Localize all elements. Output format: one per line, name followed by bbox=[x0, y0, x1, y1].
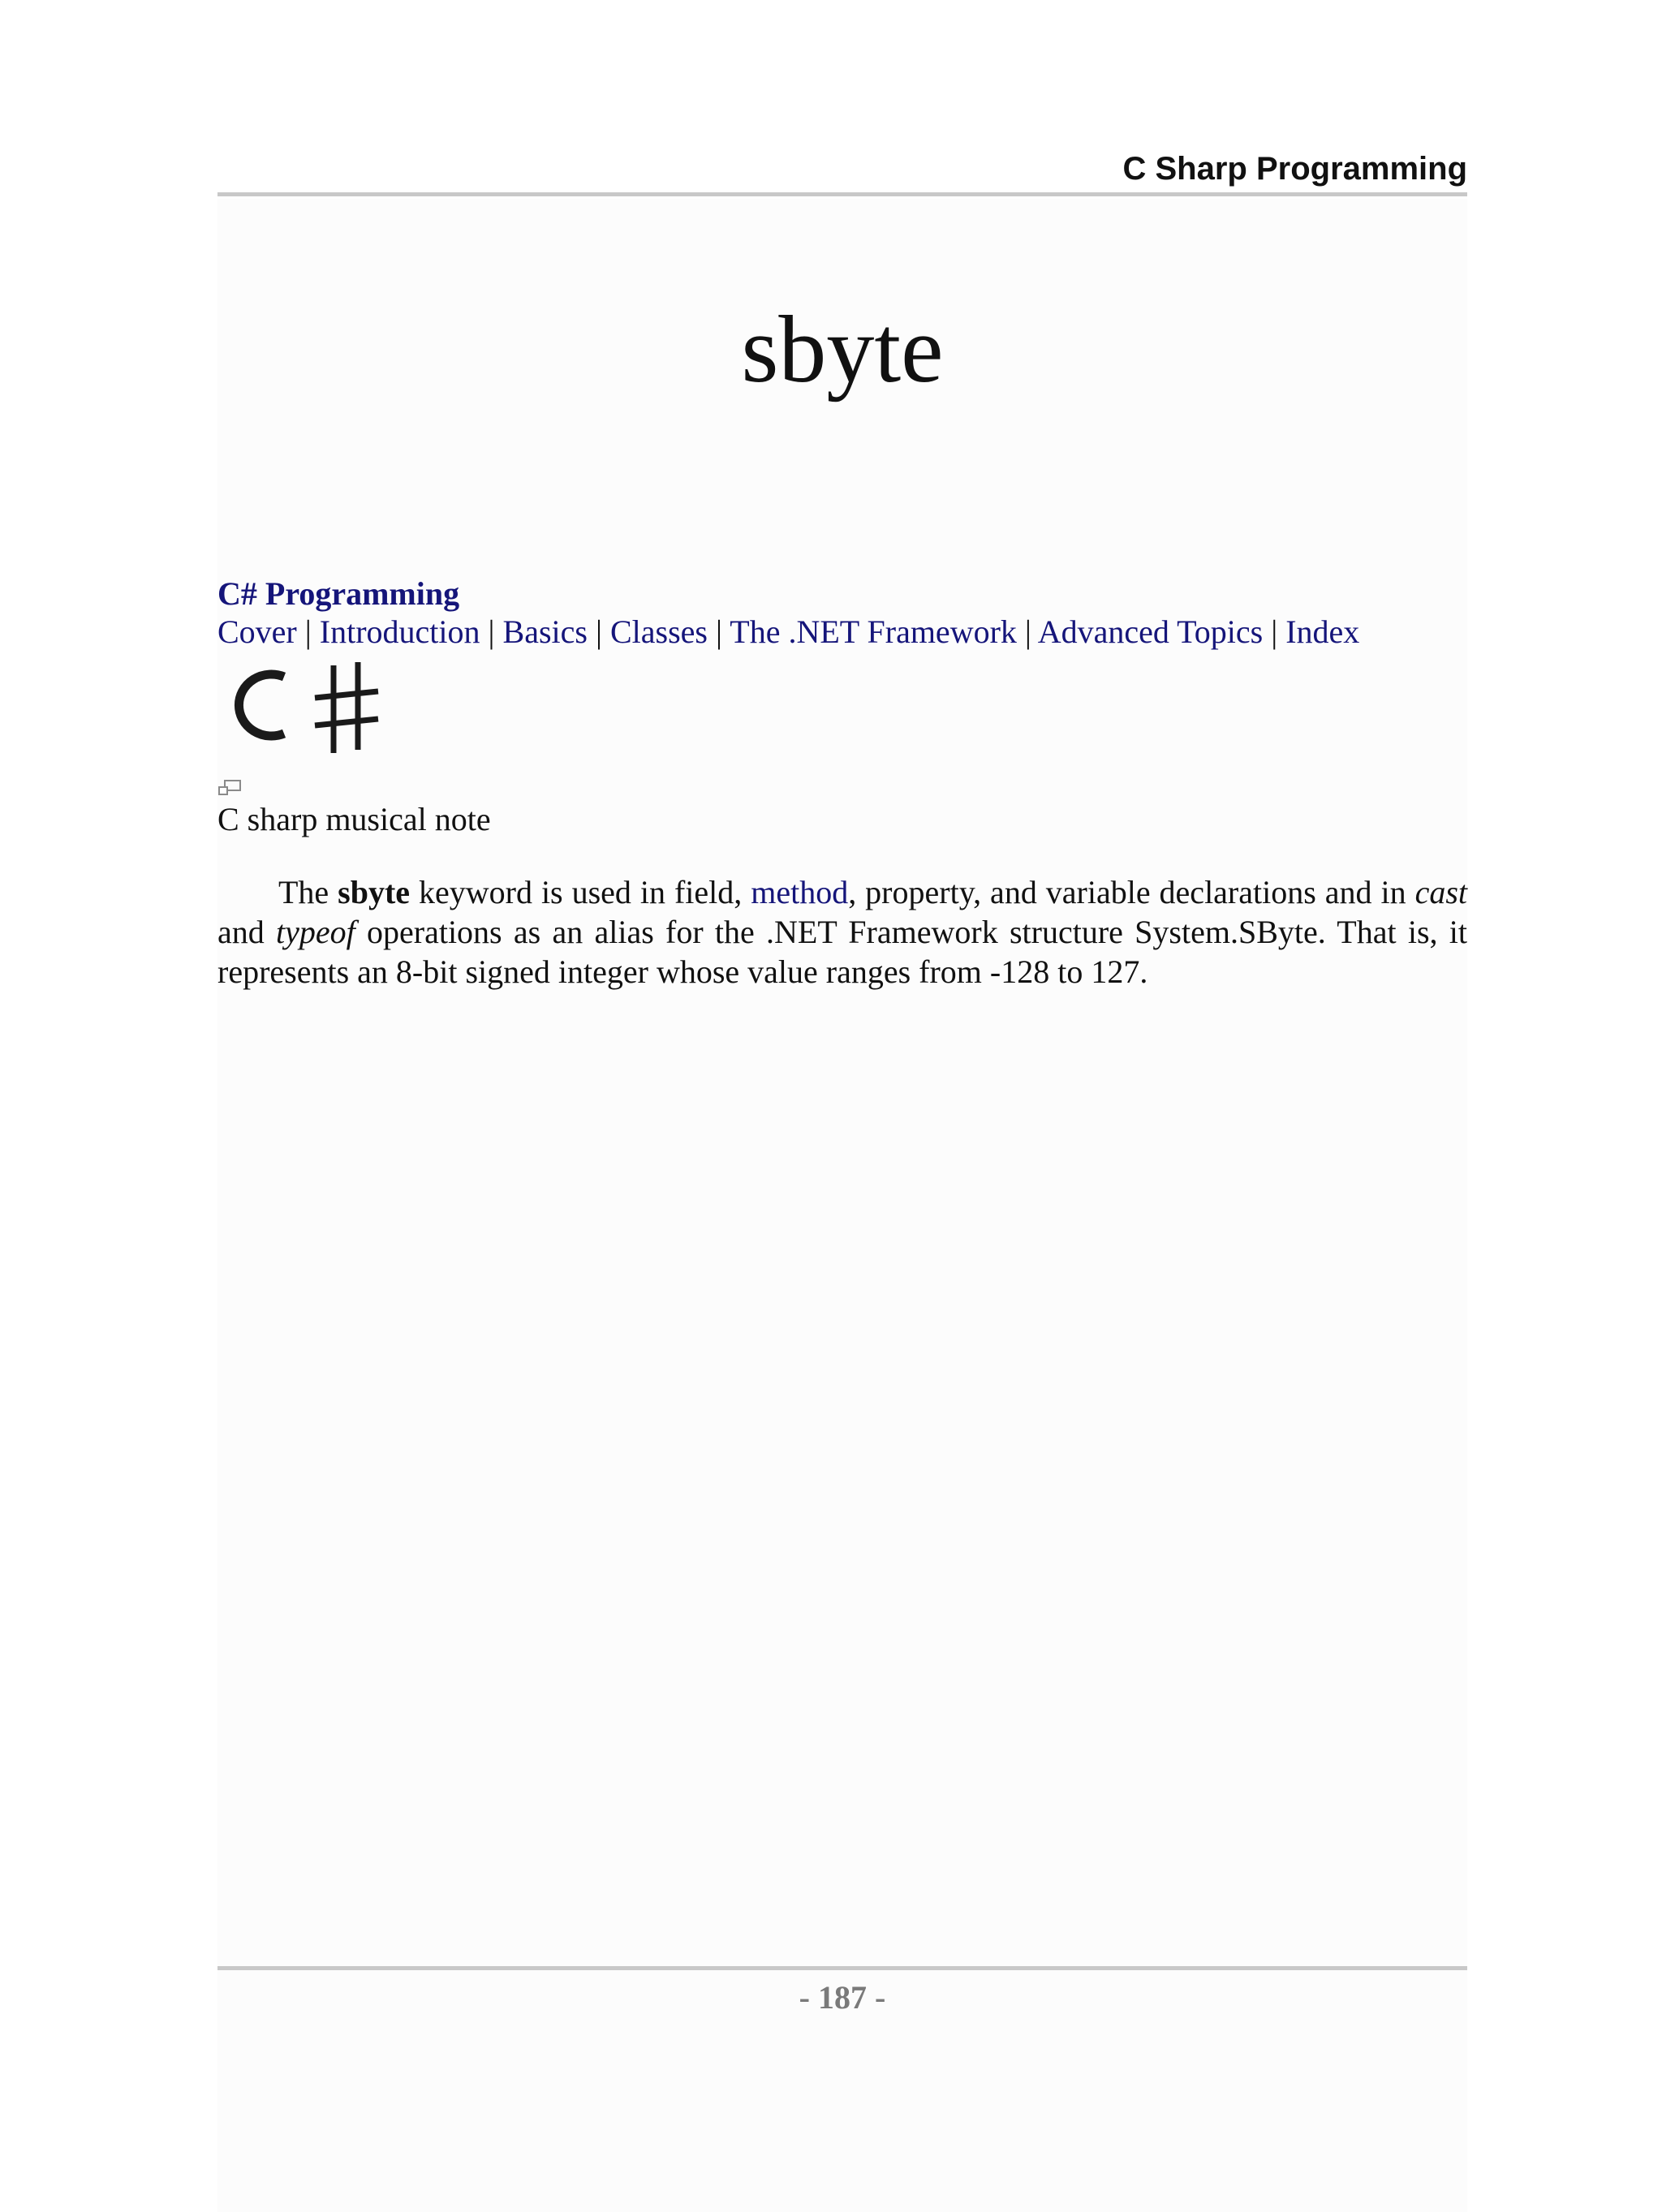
text-run: , property, and variable declarations and in bbox=[848, 874, 1415, 910]
c-sharp-logo-icon[interactable] bbox=[217, 659, 388, 760]
keyword-sbyte: sbyte bbox=[338, 874, 411, 910]
nav-separator: | bbox=[595, 613, 610, 650]
header-rule bbox=[217, 192, 1467, 196]
nav-separator: | bbox=[488, 613, 503, 650]
page-number: - 187 - bbox=[799, 1979, 886, 2016]
body-paragraph bbox=[217, 872, 1467, 992]
image-caption: C sharp musical note bbox=[217, 801, 491, 837]
nav-separator: | bbox=[1024, 613, 1038, 650]
nav-link-cover[interactable]: Cover bbox=[217, 613, 297, 650]
text-run: The bbox=[278, 874, 338, 910]
method-link[interactable]: method bbox=[751, 874, 849, 910]
nav-separator: | bbox=[715, 613, 730, 650]
text-run: operations as an alias for the .NET Framework structure System.SByte. That is, it represents an 8-bit signed integer whose value ranges from -128 to 127. bbox=[217, 914, 1467, 990]
nav-link-basics[interactable]: Basics bbox=[502, 613, 588, 650]
nav-separator: | bbox=[304, 613, 320, 650]
footer-rule bbox=[217, 1966, 1467, 1970]
nav-link-index[interactable]: Index bbox=[1285, 613, 1360, 650]
running-header: C Sharp Programming bbox=[1122, 151, 1467, 187]
nav-link-introduction[interactable]: Introduction bbox=[319, 613, 480, 650]
nav-link-advanced-topics[interactable]: Advanced Topics bbox=[1037, 613, 1264, 650]
text-run: and bbox=[217, 914, 277, 950]
text-run: keyword is used in field, bbox=[410, 874, 751, 910]
enlarge-icon[interactable] bbox=[217, 779, 242, 797]
typeof-term: typeof bbox=[276, 914, 355, 950]
nav-separator: | bbox=[1271, 613, 1286, 650]
nav-link-net-framework[interactable]: The .NET Framework bbox=[730, 613, 1017, 650]
book-navigation bbox=[217, 613, 1359, 651]
page-title: sbyte bbox=[741, 296, 944, 402]
cast-term: cast bbox=[1414, 874, 1468, 910]
book-title-link[interactable]: C# Programming bbox=[217, 575, 460, 612]
nav-link-classes[interactable]: Classes bbox=[609, 613, 708, 650]
content-area bbox=[217, 199, 1467, 2212]
